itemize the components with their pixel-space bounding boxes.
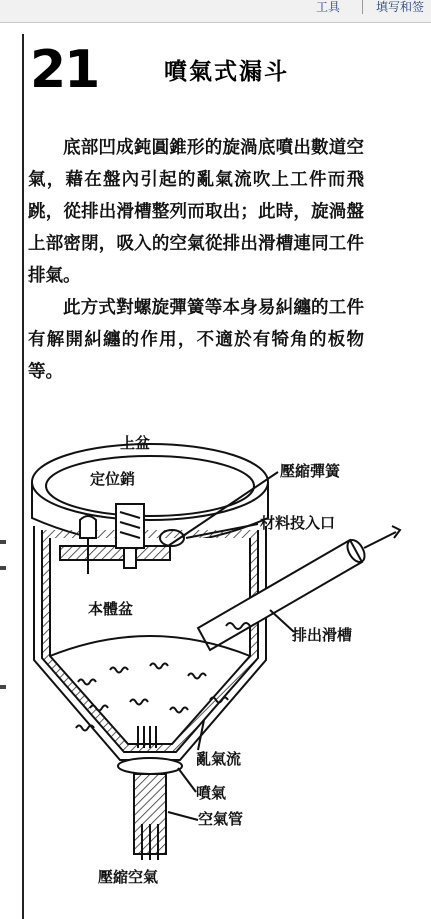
label-air-pipe: 空氣管 — [198, 810, 244, 828]
locating-pin-head — [80, 516, 96, 538]
paragraph-2: 此方式對螺旋彈簧等本身易糾纏的工件有解開糾纏的作用，不適於有犄角的板物等。 — [28, 298, 364, 382]
paragraph-1: 底部凹成鈍圓錐形的旋渦底噴出數道空氣，藉在盤內引起的亂氣流吹上工件而飛跳，從排出滑槽整列而取出；此時，旋渦盤上部密閉，吸入的空氣從排出滑槽連同工件排氣。 — [28, 138, 364, 286]
label-compressed-air: 壓縮空氣 — [98, 868, 159, 886]
page-title: 噴氣式漏斗 — [164, 59, 289, 85]
label-turbulent-flow: 亂氣流 — [196, 750, 242, 768]
label-compression-spring: 壓縮彈簧 — [280, 462, 341, 480]
nozzle-disc — [118, 758, 182, 774]
hopper-illustration — [20, 420, 431, 919]
label-material-inlet: 材料投入口 — [260, 514, 336, 532]
label-locating-pin: 定位銷 — [90, 470, 136, 488]
label-discharge-chute: 排出滑槽 — [292, 626, 353, 644]
toolbar-separator — [362, 0, 363, 14]
discharge-arrow-line — [364, 532, 396, 548]
viewer-toolbar — [0, 0, 431, 23]
margin-mark — [0, 685, 6, 689]
chapter-number: 21 — [30, 40, 99, 100]
body-text — [28, 132, 364, 388]
menu-fill-sign[interactable]: 填写和签 — [376, 0, 425, 14]
label-air-jet: 噴氣 — [196, 784, 227, 802]
margin-mark — [0, 566, 6, 570]
margin-mark — [0, 540, 6, 544]
upper-bowl-inner — [46, 456, 254, 516]
hopper-diagram — [20, 420, 431, 919]
menu-tools[interactable]: 工具 — [316, 0, 341, 14]
leader-chute — [270, 610, 294, 632]
label-main-bowl: 本體盆 — [88, 600, 134, 618]
label-upper-bowl: 上盆 — [120, 434, 151, 452]
leader-jet — [178, 768, 196, 792]
spring-shaft — [124, 548, 136, 568]
leader-pipe — [168, 812, 198, 820]
